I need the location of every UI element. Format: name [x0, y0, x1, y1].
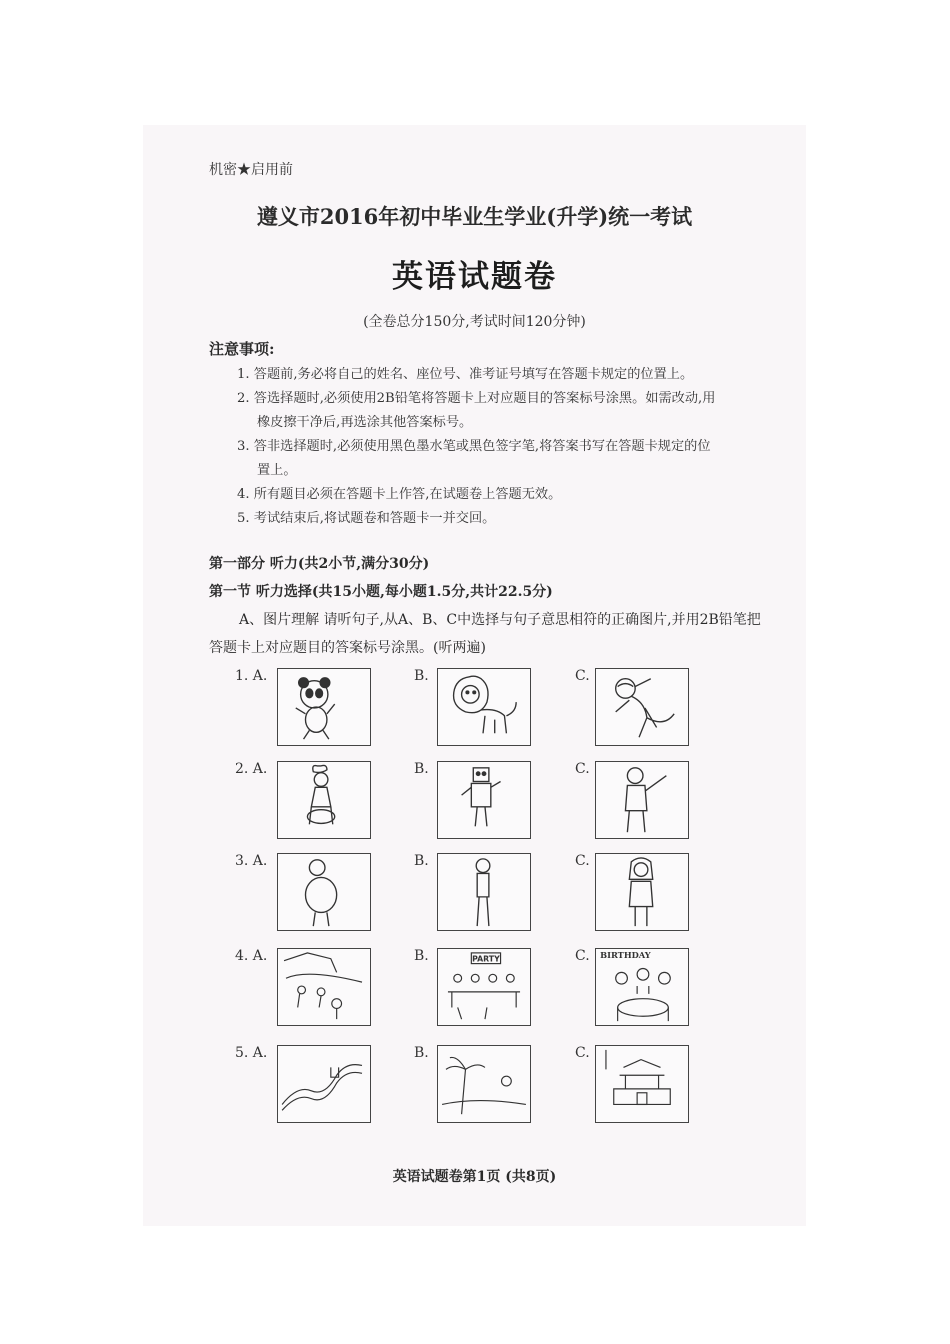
notes-heading: 注意事项: [209, 340, 275, 358]
question-5-option-b-label: B. [414, 1045, 429, 1061]
panda-picture [277, 668, 371, 746]
confidential-label: 机密★启用前 [209, 162, 293, 178]
baseball-player-picture [595, 761, 689, 839]
question-2-option-c-label: C. [575, 761, 590, 777]
question-4-option-a-label: 4. A. [235, 948, 268, 964]
section-title: 第一节 听力选择(共15小题,每小题1.5分,共计22.5分) [209, 584, 553, 600]
exam-page [143, 125, 806, 1226]
question-4-option-b-label: B. [414, 948, 429, 964]
monkey-picture [595, 668, 689, 746]
birthday-sign-text: BIRTHDAY [600, 949, 651, 960]
question-4-option-c-label: C. [575, 948, 590, 964]
girl-picture [595, 853, 689, 931]
note-item: 3. 答非选择题时,必须使用黑色墨水笔或黑色签字笔,将答案书写在答题卡规定的位 [237, 439, 711, 454]
party-picture [437, 948, 531, 1026]
instruction-line: A、图片理解 请听句子,从A、B、C中选择与句子意思相符的正确图片,并用2B铅笔把 [239, 612, 761, 628]
cook-picture [277, 761, 371, 839]
question-3-option-a-label: 3. A. [235, 853, 268, 869]
page-footer: 英语试题卷第1页 (共8页) [392, 1169, 557, 1185]
beach-picture [437, 1045, 531, 1123]
great-wall-picture [277, 1045, 371, 1123]
lion-picture [437, 668, 531, 746]
fat-man-picture [277, 853, 371, 931]
question-1-option-a-label: 1. A. [235, 668, 268, 684]
party-sign-text: PARTY [472, 954, 500, 964]
note-item-continued: 置上。 [257, 463, 297, 478]
question-3-option-c-label: C. [575, 853, 590, 869]
note-item-continued: 橡皮擦干净后,再选涂其他答案标号。 [257, 415, 473, 430]
question-1-option-b-label: B. [414, 668, 429, 684]
exam-title: 遵义市2016年初中毕业生学业(升学)统一考试 [256, 204, 693, 229]
question-2-option-a-label: 2. A. [235, 761, 268, 777]
question-2-option-b-label: B. [414, 761, 429, 777]
note-item: 5. 考试结束后,将试题卷和答题卡一并交回。 [237, 511, 496, 526]
thin-man-picture [437, 853, 531, 931]
birthday-picture [595, 948, 689, 1026]
outdoor-party-picture [277, 948, 371, 1026]
part-title: 第一部分 听力(共2小节,满分30分) [209, 556, 430, 572]
question-1-option-c-label: C. [575, 668, 590, 684]
note-item: 4. 所有题目必须在答题卡上作答,在试题卷上答题无效。 [237, 487, 562, 502]
question-3-option-b-label: B. [414, 853, 429, 869]
question-5-option-a-label: 5. A. [235, 1045, 268, 1061]
robot-picture [437, 761, 531, 839]
question-5-option-c-label: C. [575, 1045, 590, 1061]
instruction-line: 答题卡上对应题目的答案标号涂黑。(听两遍) [209, 640, 486, 656]
paper-title: 英语试题卷 [392, 259, 557, 295]
exam-info: (全卷总分150分,考试时间120分钟) [363, 314, 586, 330]
tiananmen-picture [595, 1045, 689, 1123]
note-item: 2. 答选择题时,必须使用2B铅笔将答题卡上对应题目的答案标号涂黑。如需改动,用 [237, 391, 716, 406]
note-item: 1. 答题前,务必将自己的姓名、座位号、准考证号填写在答题卡规定的位置上。 [237, 367, 694, 382]
